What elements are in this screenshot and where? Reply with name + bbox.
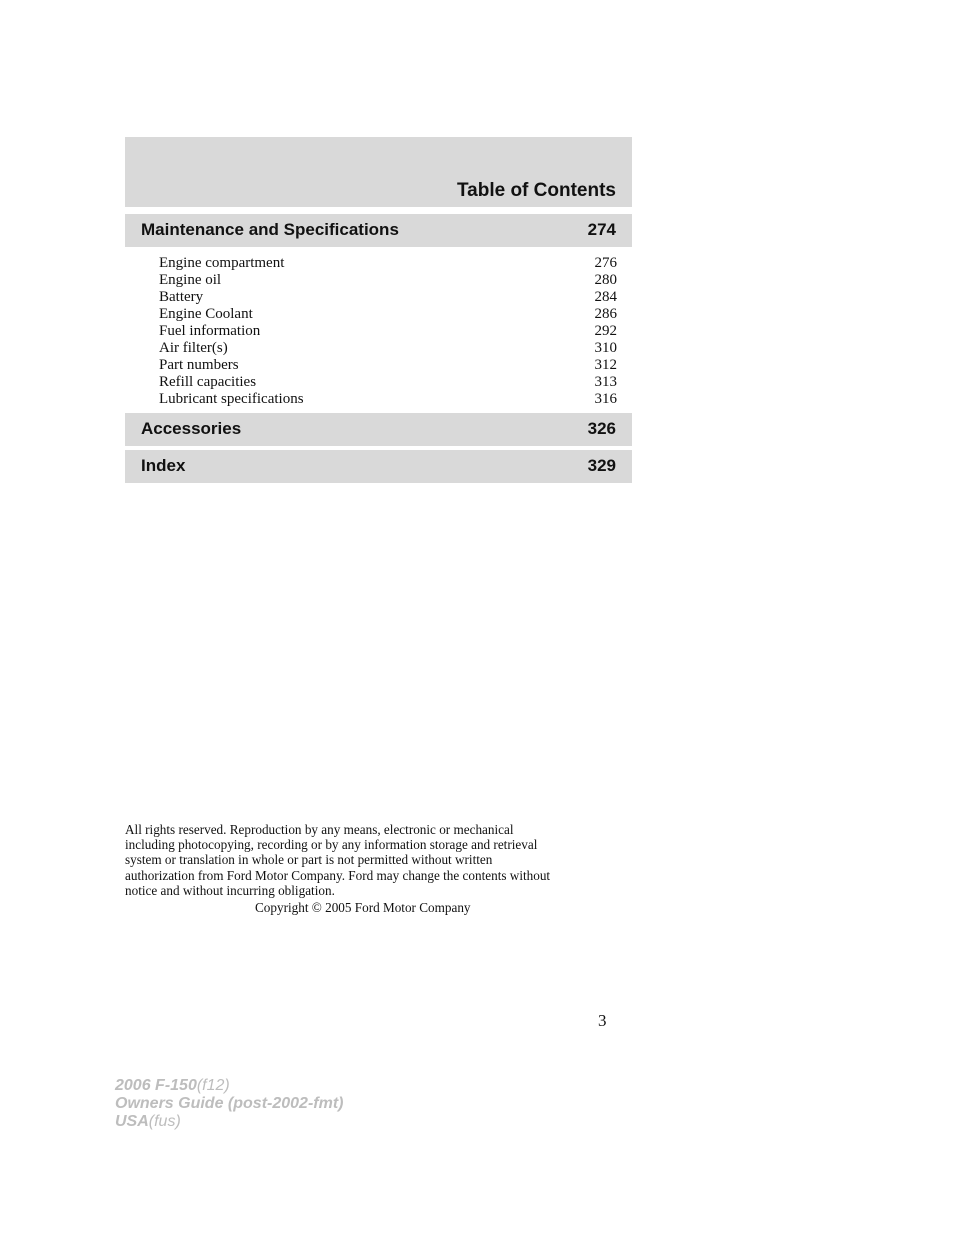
footer-model-code: (f12) (196, 1077, 230, 1094)
entry-label: Part numbers (159, 357, 239, 373)
toc-entry[interactable] (159, 340, 617, 357)
legal-line: including photocopying, recording or by any information storage and retrieval (125, 837, 538, 853)
entry-label: Engine compartment (159, 255, 285, 271)
footer-model: 2006 F-150 (115, 1077, 197, 1094)
legal-notice (125, 822, 635, 898)
toc-entry[interactable] (159, 255, 617, 272)
entry-page: 312 (594, 357, 617, 373)
entry-label: Air filter(s) (159, 340, 228, 356)
entry-label: Engine oil (159, 272, 222, 288)
toc-entry[interactable] (159, 289, 617, 306)
toc-entry[interactable] (159, 357, 617, 374)
page-title: Table of Contents (456, 180, 616, 201)
entry-page: 284 (594, 289, 617, 305)
entry-page: 280 (594, 272, 617, 288)
entry-page: 286 (594, 306, 617, 322)
entry-label: Fuel information (159, 323, 261, 339)
entry-label: Lubricant specifications (159, 391, 304, 407)
toc-entry[interactable] (159, 272, 617, 289)
legal-line: All rights reserved. Reproduction by any means, electronic or mechanical (125, 822, 514, 837)
entry-label: Engine Coolant (159, 306, 253, 322)
entry-page: 313 (594, 374, 617, 390)
footer-market-code: (fus) (148, 1113, 181, 1130)
footer-line-model (115, 1077, 343, 1095)
entry-label: Refill capacities (159, 374, 257, 390)
section-title: Index (141, 456, 186, 475)
toc-entry[interactable] (159, 374, 617, 391)
footer-line-guide (115, 1095, 343, 1113)
section-title: Maintenance and Specifications (141, 220, 399, 239)
toc-entry-list (159, 255, 617, 408)
footer-market: USA (115, 1113, 149, 1130)
toc-entry[interactable] (159, 391, 617, 408)
page-number: 3 (598, 1011, 607, 1030)
entry-page: 292 (594, 323, 617, 339)
header-band (125, 137, 632, 207)
footer-guide: Owners Guide (post-2002-fmt) (115, 1095, 344, 1112)
legal-line: notice and without incurring obligation. (125, 882, 335, 898)
entry-page: 276 (594, 255, 617, 271)
entry-page: 316 (594, 391, 617, 407)
section-page: 326 (587, 419, 616, 438)
entry-page: 310 (594, 340, 617, 356)
footer-line-market (115, 1113, 343, 1131)
legal-line: system or translation in whole or part is not permitted without written (125, 852, 493, 868)
entry-label: Battery (159, 289, 204, 305)
legal-line: authorization from Ford Motor Company. Ford may change the contents without (125, 867, 551, 883)
section-index[interactable] (125, 450, 632, 483)
copyright-notice: Copyright © 2005 Ford Motor Company (255, 900, 471, 915)
section-maintenance[interactable] (125, 214, 632, 247)
section-accessories[interactable] (125, 413, 632, 446)
section-title: Accessories (141, 419, 242, 438)
section-page: 329 (587, 456, 616, 475)
section-page: 274 (587, 220, 616, 239)
toc-entry[interactable] (159, 323, 617, 340)
toc-entry[interactable] (159, 306, 617, 323)
document-footer (115, 1077, 343, 1131)
